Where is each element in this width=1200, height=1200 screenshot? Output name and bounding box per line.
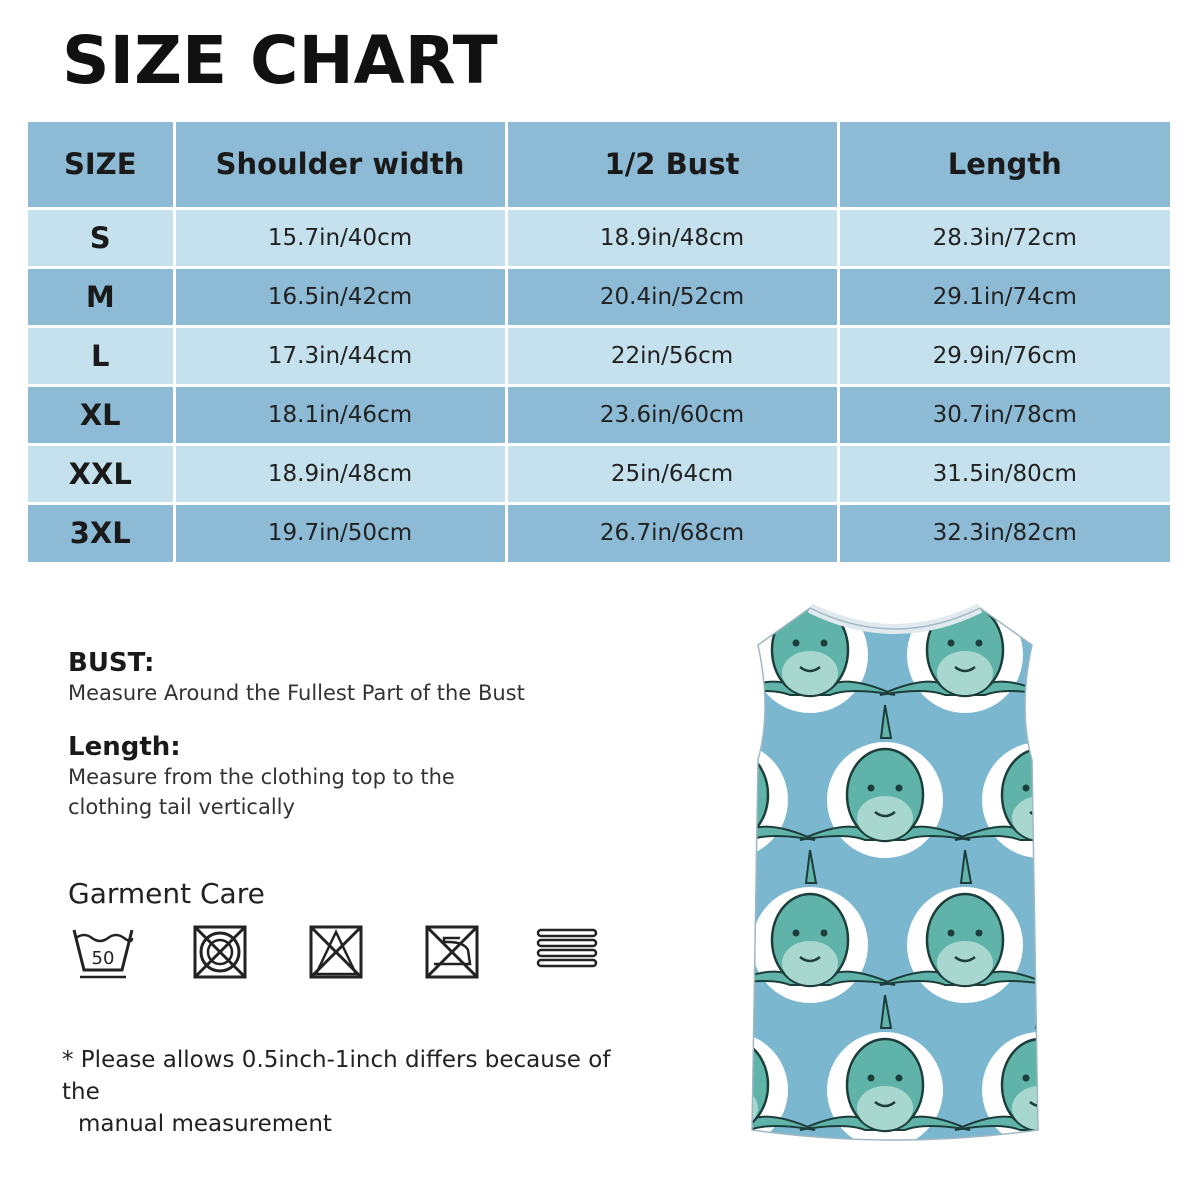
shoulder-cell: 19.7in/50cm bbox=[174, 503, 506, 562]
footnote-line-2: manual measurement bbox=[78, 1111, 332, 1137]
shoulder-cell: 16.5in/42cm bbox=[174, 267, 506, 326]
bust-cell: 20.4in/52cm bbox=[506, 267, 838, 326]
size-cell: L bbox=[28, 326, 174, 385]
bust-note bbox=[68, 648, 538, 708]
shoulder-cell: 15.7in/40cm bbox=[174, 208, 506, 267]
length-cell: 29.9in/76cm bbox=[932, 342, 1077, 369]
table-row bbox=[28, 326, 1170, 385]
garment-care-icons bbox=[70, 924, 610, 984]
size-cell: XL bbox=[28, 385, 174, 444]
footnote-line-1: * Please allows 0.5inch-1inch differs because of the bbox=[62, 1047, 611, 1105]
bust-cell: 25in/64cm bbox=[506, 444, 838, 503]
size-cell: S bbox=[28, 208, 174, 267]
size-table bbox=[28, 122, 1170, 562]
product-tank-top-image bbox=[740, 600, 1050, 1145]
no-bleach-icon bbox=[308, 924, 364, 980]
header-half-bust: 1/2 Bust bbox=[506, 122, 838, 208]
garment-care-heading: Garment Care bbox=[68, 877, 265, 910]
bust-text: Measure Around the Fullest Part of the Bust bbox=[68, 681, 525, 705]
header-length: Length bbox=[947, 147, 1062, 182]
table-row bbox=[28, 267, 1170, 326]
measurement-footnote bbox=[62, 1044, 622, 1140]
no-tumble-dry-icon bbox=[192, 924, 248, 980]
length-text: Measure from the clothing top to the clothing tail vertically bbox=[68, 765, 455, 819]
shoulder-cell: 17.3in/44cm bbox=[174, 326, 506, 385]
wash-temp-label: 50 bbox=[91, 948, 115, 969]
length-cell: 31.5in/80cm bbox=[932, 460, 1077, 487]
shoulder-cell: 18.9in/48cm bbox=[174, 444, 506, 503]
bust-heading: BUST: bbox=[68, 648, 155, 678]
wash-50-icon bbox=[70, 924, 136, 984]
bust-cell: 26.7in/68cm bbox=[506, 503, 838, 562]
bust-cell: 18.9in/48cm bbox=[506, 208, 838, 267]
table-row bbox=[28, 503, 1170, 562]
table-row bbox=[28, 444, 1170, 503]
bust-cell: 23.6in/60cm bbox=[506, 385, 838, 444]
length-cell: 30.7in/78cm bbox=[932, 401, 1077, 428]
length-cell: 28.3in/72cm bbox=[932, 224, 1077, 251]
length-cell: 29.1in/74cm bbox=[932, 283, 1077, 310]
table-header-row bbox=[28, 122, 1170, 208]
shoulder-cell: 18.1in/46cm bbox=[174, 385, 506, 444]
length-heading: Length: bbox=[68, 732, 181, 762]
table-row bbox=[28, 385, 1170, 444]
header-size: SIZE bbox=[28, 122, 174, 208]
page-title: SIZE CHART bbox=[62, 22, 498, 99]
bust-cell: 22in/56cm bbox=[506, 326, 838, 385]
size-cell: XXL bbox=[28, 444, 174, 503]
header-shoulder-width: Shoulder width bbox=[174, 122, 506, 208]
table-row bbox=[28, 208, 1170, 267]
size-cell: M bbox=[28, 267, 174, 326]
length-note bbox=[68, 732, 538, 822]
no-iron-icon bbox=[424, 924, 480, 980]
size-cell: 3XL bbox=[28, 503, 174, 562]
flat-dry-icon bbox=[536, 924, 598, 974]
length-cell: 32.3in/82cm bbox=[932, 520, 1077, 547]
